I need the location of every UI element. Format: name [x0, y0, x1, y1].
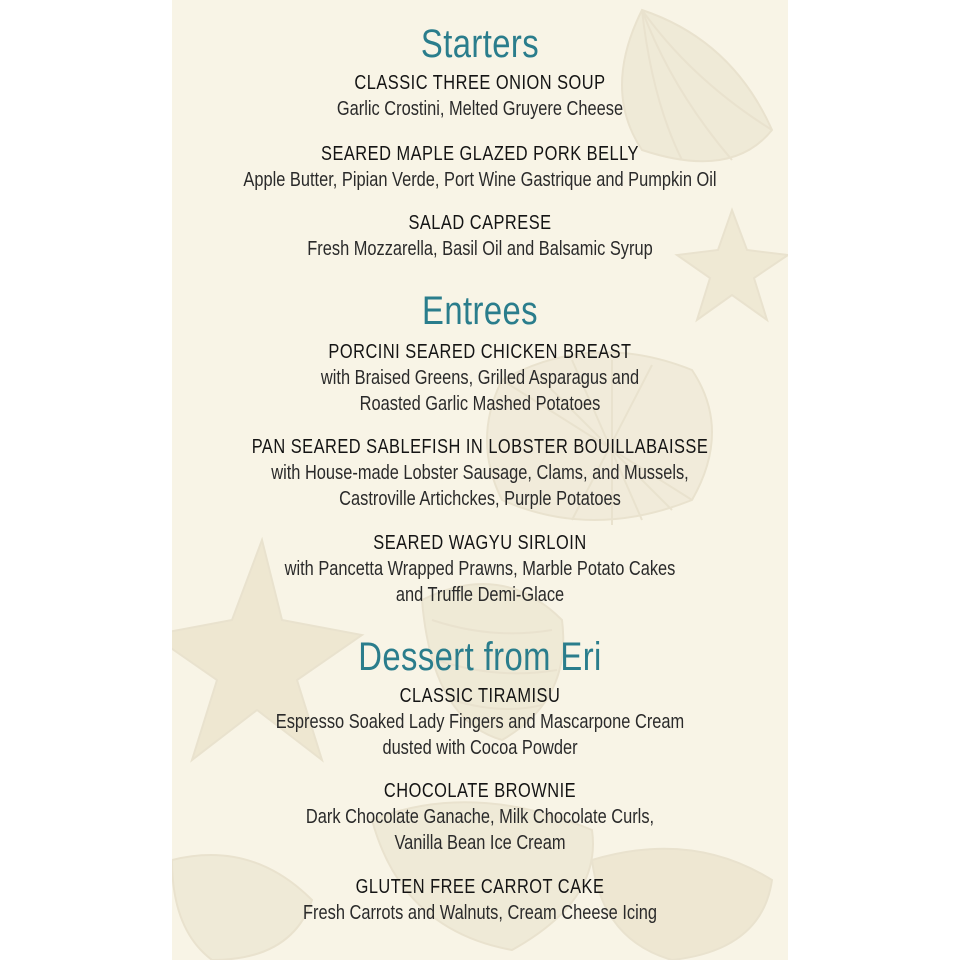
item-name: GLUTEN FREE CARROT CAKE: [355, 876, 605, 898]
menu-item: [0, 141, 960, 193]
menu-item: [0, 434, 960, 512]
menu-item: [0, 210, 960, 262]
item-description: Castroville Artichckes, Purple Potatoes: [339, 488, 621, 510]
section-title-starters: Starters: [420, 22, 540, 66]
item-description: Fresh Mozzarella, Basil Oil and Balsamic Syrup: [307, 238, 653, 260]
item-description: Apple Butter, Pipian Verde, Port Wine Gastrique and Pumpkin Oil: [243, 169, 717, 191]
item-description: Roasted Garlic Mashed Potatoes: [359, 393, 601, 415]
menu-item: [0, 530, 960, 608]
item-name: SALAD CAPRESE: [408, 212, 552, 234]
menu-item: [0, 70, 960, 122]
item-description: with Braised Greens, Grilled Asparagus and: [320, 367, 640, 389]
item-description: Vanilla Bean Ice Cream: [394, 832, 566, 854]
item-name: CHOCOLATE BROWNIE: [383, 780, 577, 802]
item-description: Garlic Crostini, Melted Gruyere Cheese: [336, 98, 624, 120]
menu-item: [0, 778, 960, 856]
item-name: SEARED WAGYU SIRLOIN: [373, 532, 587, 554]
section-title-entrees: Entrees: [422, 289, 538, 333]
item-name: SEARED MAPLE GLAZED PORK BELLY: [321, 143, 639, 165]
item-description: with House-made Lobster Sausage, Clams, and Mussels,: [271, 462, 689, 484]
menu-item: [0, 339, 960, 417]
item-description: dusted with Cocoa Powder: [382, 737, 578, 759]
item-description: Fresh Carrots and Walnuts, Cream Cheese Icing: [303, 902, 657, 924]
item-name: PORCINI SEARED CHICKEN BREAST: [328, 341, 632, 363]
item-description: Dark Chocolate Ganache, Milk Chocolate Curls,: [305, 806, 655, 828]
item-description: and Truffle Demi-Glace: [395, 584, 565, 606]
item-name: CLASSIC THREE ONION SOUP: [354, 72, 606, 94]
menu-item: [0, 874, 960, 926]
section-title-dessert: Dessert from Eri: [358, 635, 602, 679]
menu-item: [0, 683, 960, 761]
item-name: PAN SEARED SABLEFISH IN LOBSTER BOUILLABAISSE: [251, 436, 709, 458]
item-name: CLASSIC TIRAMISU: [399, 685, 561, 707]
item-description: Espresso Soaked Lady Fingers and Mascarpone Cream: [275, 711, 685, 733]
item-description: with Pancetta Wrapped Prawns, Marble Potato Cakes: [284, 558, 676, 580]
